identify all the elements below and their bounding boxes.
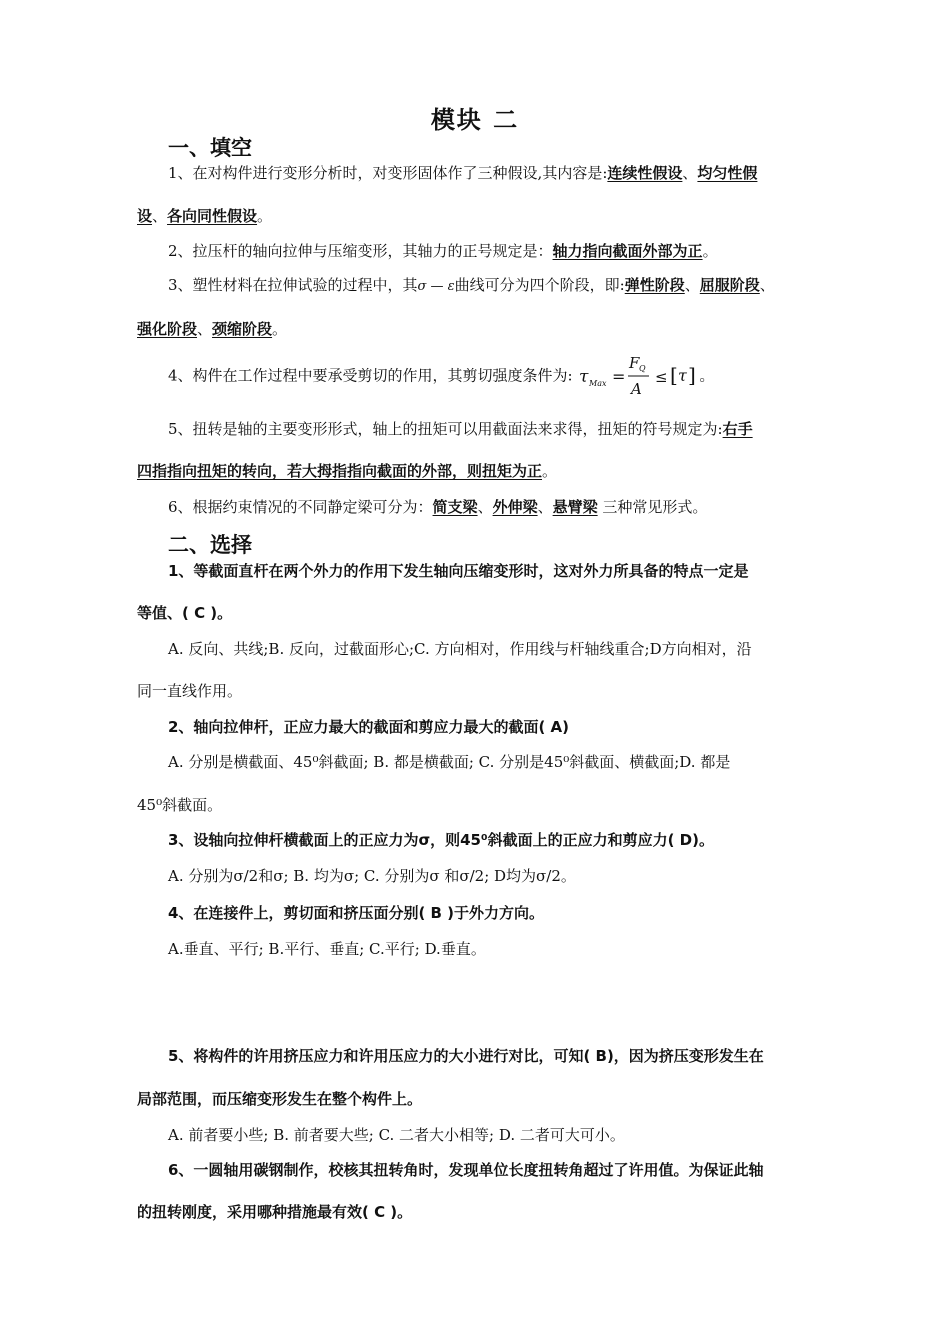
choice-q6-line1: 6、一圆轴用碳钢制作，校核其扭转角时，发现单位长度扭转角超过了许用值。为保证此轴 (168, 1161, 764, 1179)
choice-q1-line2: 等值、( C )。 (137, 604, 233, 622)
answer: 各向同性假设 (167, 207, 258, 225)
answer: 悬臂梁 (552, 498, 598, 516)
fill-q1-line2: 设、各向同性假设。 (137, 207, 273, 225)
fill-q5-line2: 四指指向扭矩的转向，若大拇指指向截面的外部，则扭矩为正。 (137, 462, 558, 480)
formula-lhs: τ (579, 367, 589, 387)
choice-q1-line1: 1、等截面直杆在两个外力的作用下发生轴向压缩变形时，这对外力所具备的特点一定是 (168, 562, 749, 580)
fill-q1-line1: 1、在对构件进行变形分析时，对变形固体作了三种假设,其内容是:连续性假设、均匀性假 (168, 164, 758, 182)
sigma-epsilon-symbol: σ — ε (417, 279, 455, 294)
fill-q4: 4、构件在工作过程中要承受剪切的作用，其剪切强度条件为: τ Max = F Q A ≤ [ τ ] 。 (168, 354, 715, 398)
formula-den: A (631, 380, 643, 398)
answer: 弹性阶段 (624, 276, 685, 294)
choice-q2-line1: 2、轴向拉伸杆，正应力最大的截面和剪应力最大的截面( A) (168, 718, 569, 736)
answer: 连续性假设 (607, 164, 683, 182)
fill-q2: 2、拉压杆的轴向拉伸与压缩变形，其轴力的正号规定是：轴力指向截面外部为正。 (168, 242, 718, 260)
choice-q1-options-line2: 同一直线作用。 (137, 682, 243, 700)
answer: 外伸梁 (492, 498, 538, 516)
answer: 简支梁 (432, 498, 478, 516)
formula-rhs: τ (678, 366, 688, 385)
section-heading-fill-in: 一、填空 (168, 136, 252, 160)
bracket-right: ] (688, 363, 697, 387)
answer: 屈服阶段 (699, 276, 760, 294)
answer: 四指指向扭矩的转向，若大拇指指向截面的外部，则扭矩为正 (137, 462, 543, 480)
answer: 强化阶段 (137, 320, 198, 338)
fill-q3-line1: 3、塑性材料在拉伸试验的过程中，其σ — ε曲线可分为四个阶段，即:弹性阶段、屈服阶段、 (168, 276, 775, 294)
choice-q5-line1: 5、将构件的许用挤压应力和许用压应力的大小进行对比，可知( B)，因为挤压变形发生在 (168, 1047, 764, 1065)
formula-num: F (629, 354, 640, 372)
choice-q4-line1: 4、在连接件上，剪切面和挤压面分别( B )于外力方向。 (168, 904, 545, 922)
choice-q4-options: A.垂直、平行; B.平行、垂直; C.平行; D.垂直。 (168, 940, 486, 958)
answer: 颈缩阶段 (212, 320, 273, 338)
choice-q3-options: A. 分别为σ/2和σ; B. 均为σ; C. 分别为σ 和σ/2; D均为σ/2。 (168, 867, 576, 885)
fill-q6: 6、根据约束情况的不同静定梁可分为：简支梁、外伸梁、悬臂梁 三种常见形式。 (168, 498, 708, 516)
choice-q2-options-line2: 45⁰斜截面。 (137, 796, 223, 814)
fill-q3-line2: 强化阶段、颈缩阶段。 (137, 320, 288, 338)
answer: 均匀性假 (697, 164, 758, 182)
fill-q5-line1: 5、扭转是轴的主要变形形式，轴上的扭矩可以用截面法来求得，扭矩的符号规定为:右手 (168, 420, 753, 438)
page-title: 模块 二 (430, 106, 520, 134)
formula-lhs-sub: Max (589, 379, 607, 388)
choice-q5-line2: 局部范围，而压缩变形发生在整个构件上。 (137, 1090, 423, 1108)
answer: 设 (137, 207, 153, 225)
choice-q6-line2: 的扭转刚度，采用哪种措施最有效( C )。 (137, 1203, 413, 1221)
section-heading-choice: 二、选择 (168, 533, 252, 557)
choice-q5-options: A. 前者要小些; B. 前者要大些; C. 二者大小相等; D. 二者可大可小。 (168, 1126, 625, 1144)
choice-q2-options-line1: A. 分别是横截面、45⁰斜截面; B. 都是横截面; C. 分别是45⁰斜截面、横截面;D. 都是 (168, 753, 731, 771)
formula-num-sub: Q (639, 364, 646, 373)
answer: 右手 (722, 420, 753, 438)
choice-q1-options-line1: A. 反向、共线;B. 反向，过截面形心;C. 方向相对，作用线与杆轴线重合;D方向相对，沿 (168, 640, 752, 658)
formula-eq: = (612, 367, 626, 386)
answer: 轴力指向截面外部为正 (552, 242, 703, 260)
formula-le: ≤ (655, 368, 668, 386)
shear-strength-formula (579, 352, 697, 398)
bracket-left: [ (670, 363, 679, 387)
choice-q3-line1: 3、设轴向拉伸杆横截面上的正应力为σ，则45⁰斜截面上的正应力和剪应力( D)。 (168, 831, 714, 849)
formula-svg (579, 352, 697, 398)
